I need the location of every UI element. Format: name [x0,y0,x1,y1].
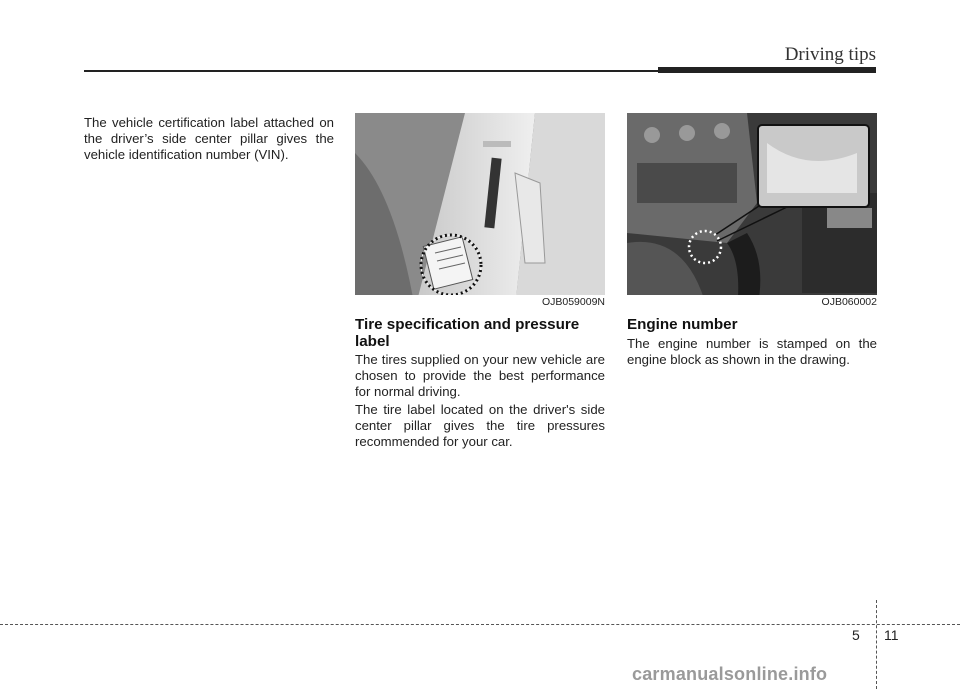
footer-divider [876,600,877,689]
page-number: 11 [884,627,899,643]
page-header-title: Driving tips [784,44,876,65]
header-rule-accent [658,67,876,73]
watermark: carmanualsonline.info [632,664,828,684]
footer-rule [0,624,960,625]
tire-section-title: Tire specification and pressure label [355,316,580,350]
vin-paragraph: The vehicle certification label attached on the driver’s side center pillar gives the vehicle identification number (VIN). [84,115,334,163]
tire-paragraph-2: The tire label located on the driver's side center pillar gives the tire pressures recommended for your car. [355,402,605,450]
chapter-number: 5 [852,627,860,643]
door-pillar-illustration [355,113,605,309]
tire-figure-code: OJB059009N [541,296,605,308]
tire-label-figure [355,113,605,309]
engine-figure-code: OJB060002 [821,296,877,308]
engine-bay-illustration [627,113,877,309]
engine-paragraph-1: The engine number is stamped on the engine block as shown in the drawing. [627,336,877,368]
engine-section-title: Engine number [627,316,738,333]
engine-figure [627,113,877,309]
tire-paragraph-1: The tires supplied on your new vehicle are chosen to provide the best performance for normal driving. [355,352,605,400]
